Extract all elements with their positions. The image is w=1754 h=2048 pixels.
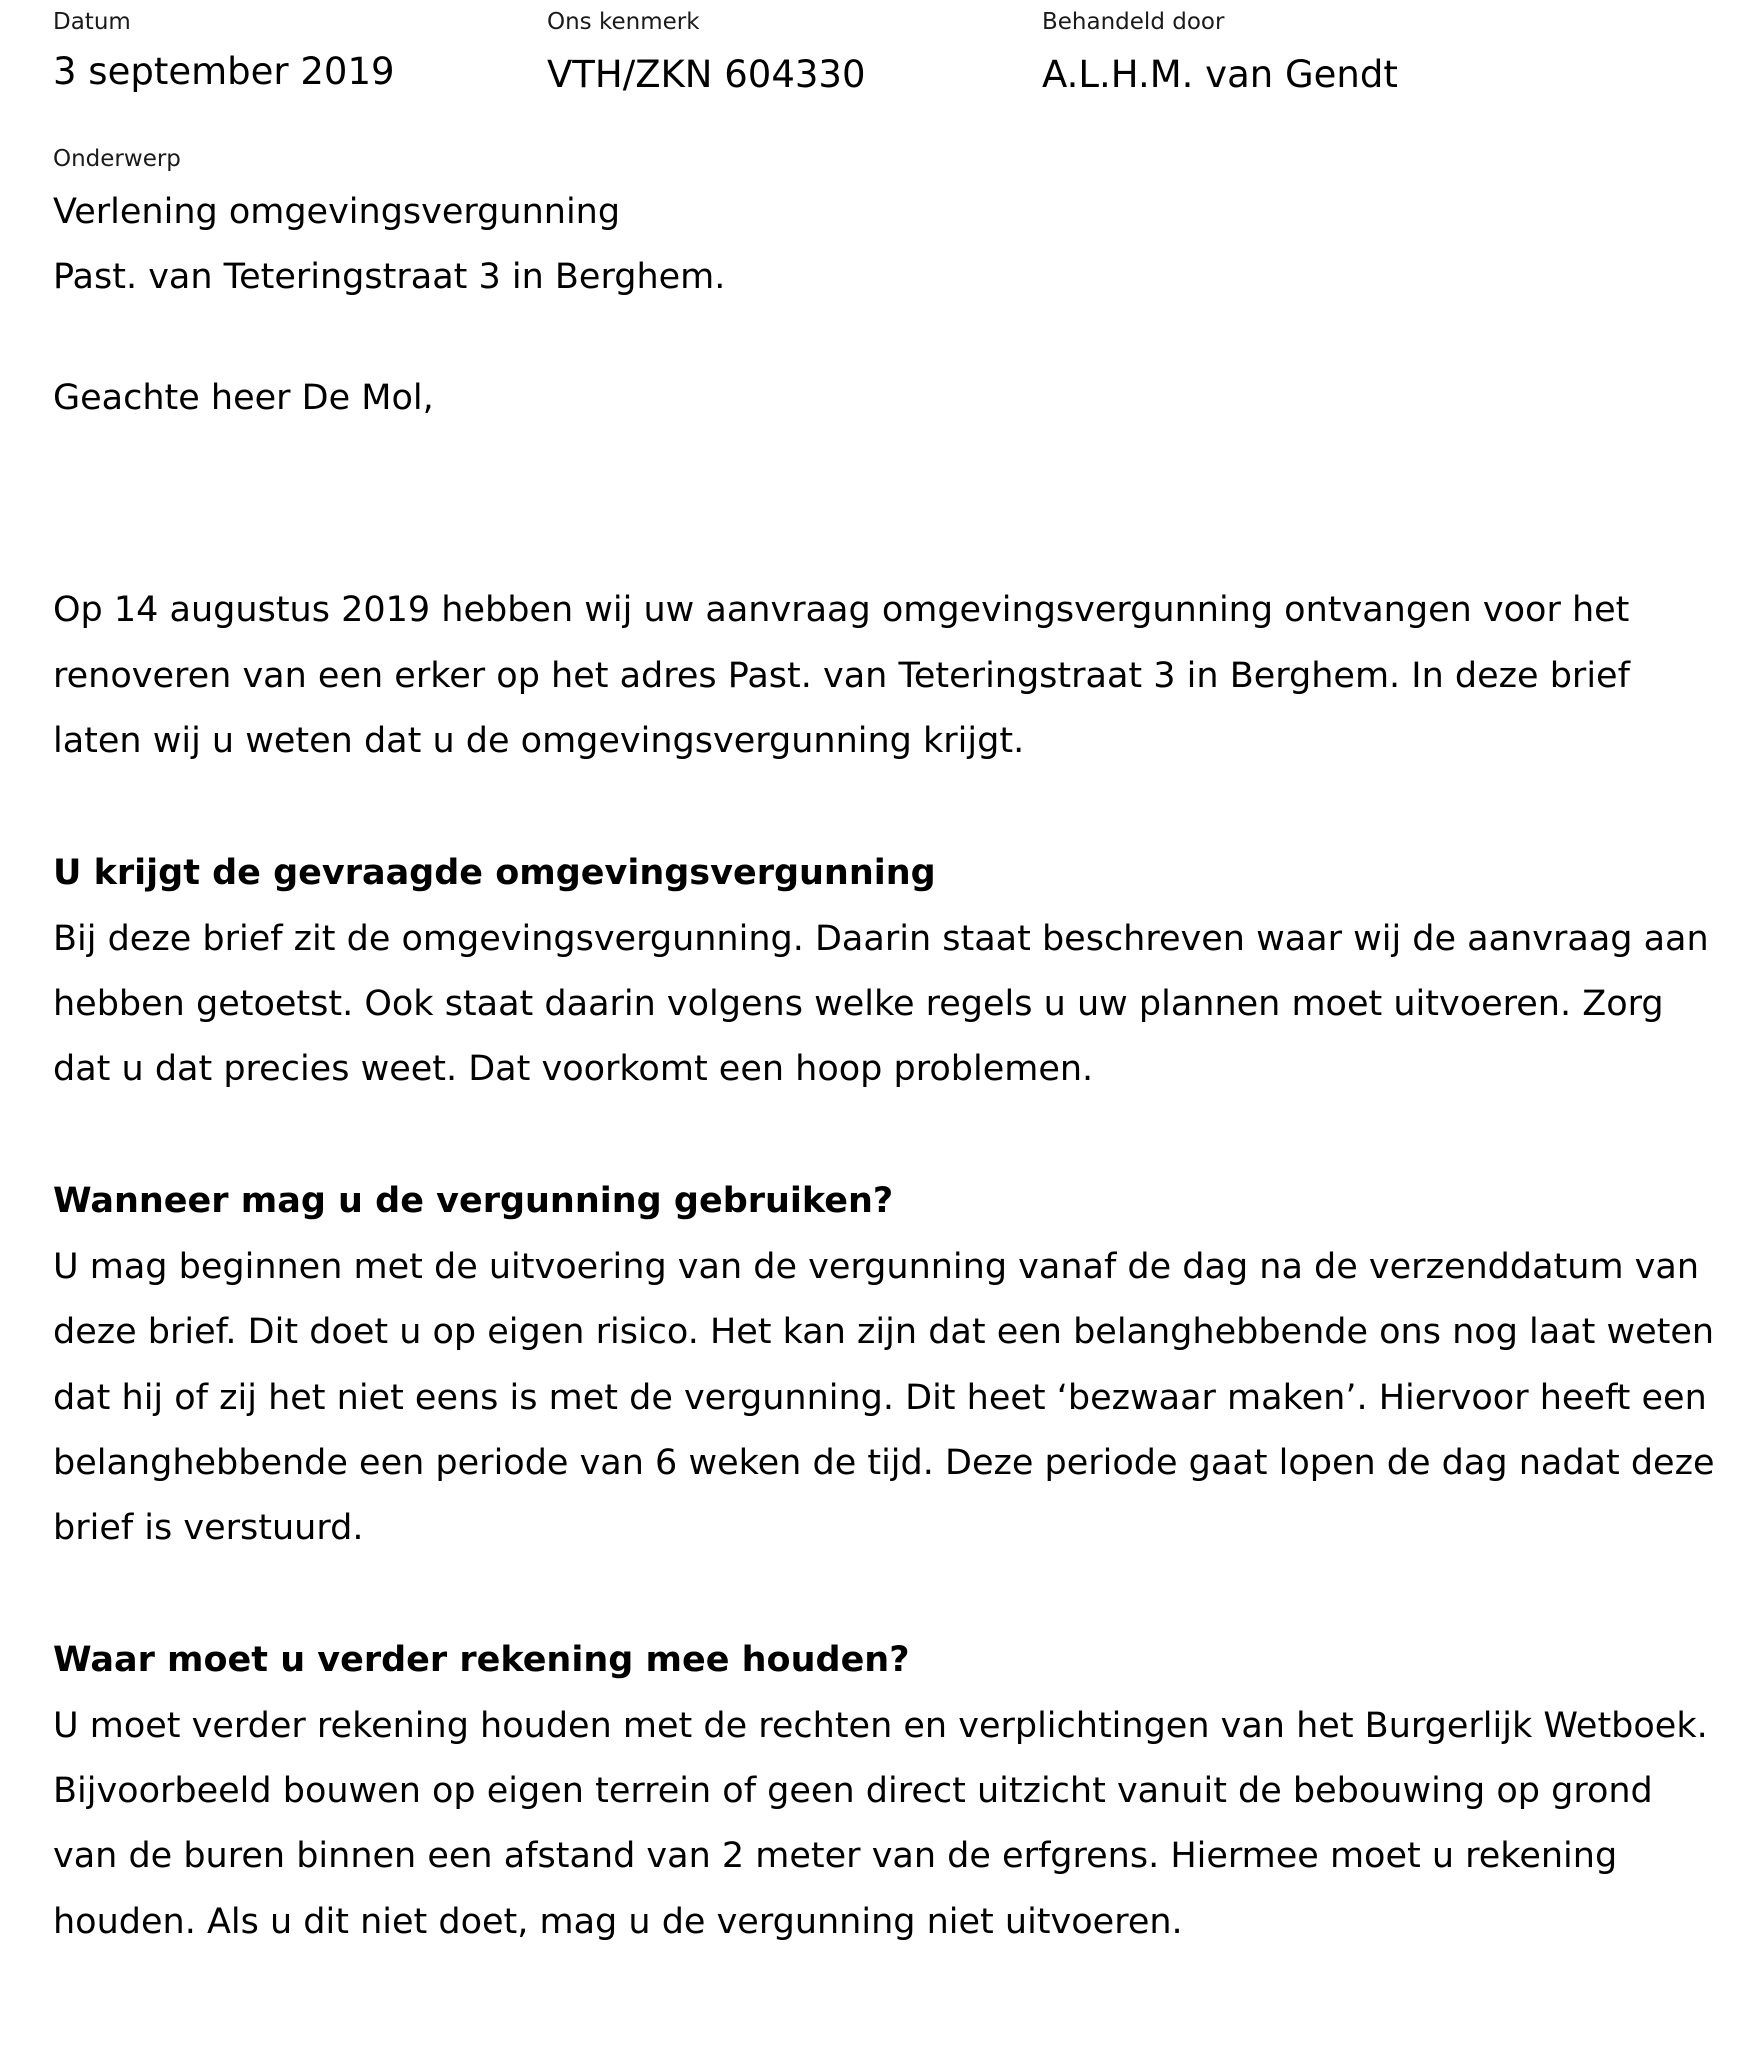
intro-line-3: laten wij u weten dat u de omgevingsvergunning krijgt. <box>53 721 1025 761</box>
onderwerp-line-2: Past. van Teteringstraat 3 in Berghem. <box>53 257 726 297</box>
behandeld-value: A.L.H.M. van Gendt <box>1042 53 1398 96</box>
section-3-line-1: U moet verder rekening houden met de rechten en verplichtingen van het Burgerlijk Wetboek. <box>53 1706 1708 1746</box>
datum-label: Datum <box>53 9 131 35</box>
section-2-line-4: belanghebbende een periode van 6 weken de tijd. Deze periode gaat lopen de dag nadat deze <box>53 1443 1715 1483</box>
intro-line-1: Op 14 augustus 2019 hebben wij uw aanvraag omgevingsvergunning ontvangen voor het <box>53 590 1630 630</box>
section-3-line-3: van de buren binnen een afstand van 2 meter van de erfgrens. Hiermee moet u rekening <box>53 1836 1618 1876</box>
onderwerp-line-1: Verlening omgevingsvergunning <box>53 192 621 232</box>
section-2-line-3: dat hij of zij het niet eens is met de vergunning. Dit heet ‘bezwaar maken’. Hiervoor heeft een <box>53 1378 1707 1418</box>
section-3-line-2: Bijvoorbeeld bouwen op eigen terrein of geen direct uitzicht vanuit de bebouwing op grond <box>53 1771 1653 1811</box>
behandeld-label: Behandeld door <box>1042 9 1225 35</box>
datum-value: 3 september 2019 <box>53 50 395 93</box>
section-1-line-2: hebben getoetst. Ook staat daarin volgens welke regels u uw plannen moet uitvoeren. Zorg <box>53 984 1664 1024</box>
intro-line-2: renoveren van een erker op het adres Past. van Teteringstraat 3 in Berghem. In deze brief <box>53 656 1630 696</box>
salutation: Geachte heer De Mol, <box>53 378 434 418</box>
section-2-heading: Wanneer mag u de vergunning gebruiken? <box>53 1181 894 1221</box>
section-1-line-1: Bij deze brief zit de omgevingsvergunning. Daarin staat beschreven waar wij de aanvraag aan <box>53 919 1709 959</box>
section-3-line-4: houden. Als u dit niet doet, mag u de vergunning niet uitvoeren. <box>53 1902 1183 1942</box>
section-3-heading: Waar moet u verder rekening mee houden? <box>53 1640 910 1680</box>
section-1-line-3: dat u dat precies weet. Dat voorkomt een hoop problemen. <box>53 1049 1094 1089</box>
section-2-line-5: brief is verstuurd. <box>53 1508 364 1548</box>
section-2-line-2: deze brief. Dit doet u op eigen risico. Het kan zijn dat een belanghebbende ons nog laat weten <box>53 1312 1715 1352</box>
section-2-line-1: U mag beginnen met de uitvoering van de vergunning vanaf de dag na de verzenddatum van <box>53 1247 1700 1287</box>
kenmerk-value: VTH/ZKN 604330 <box>547 53 866 96</box>
onderwerp-label: Onderwerp <box>53 146 181 172</box>
section-1-heading: U krijgt de gevraagde omgevingsvergunning <box>53 853 936 893</box>
kenmerk-label: Ons kenmerk <box>547 9 700 35</box>
